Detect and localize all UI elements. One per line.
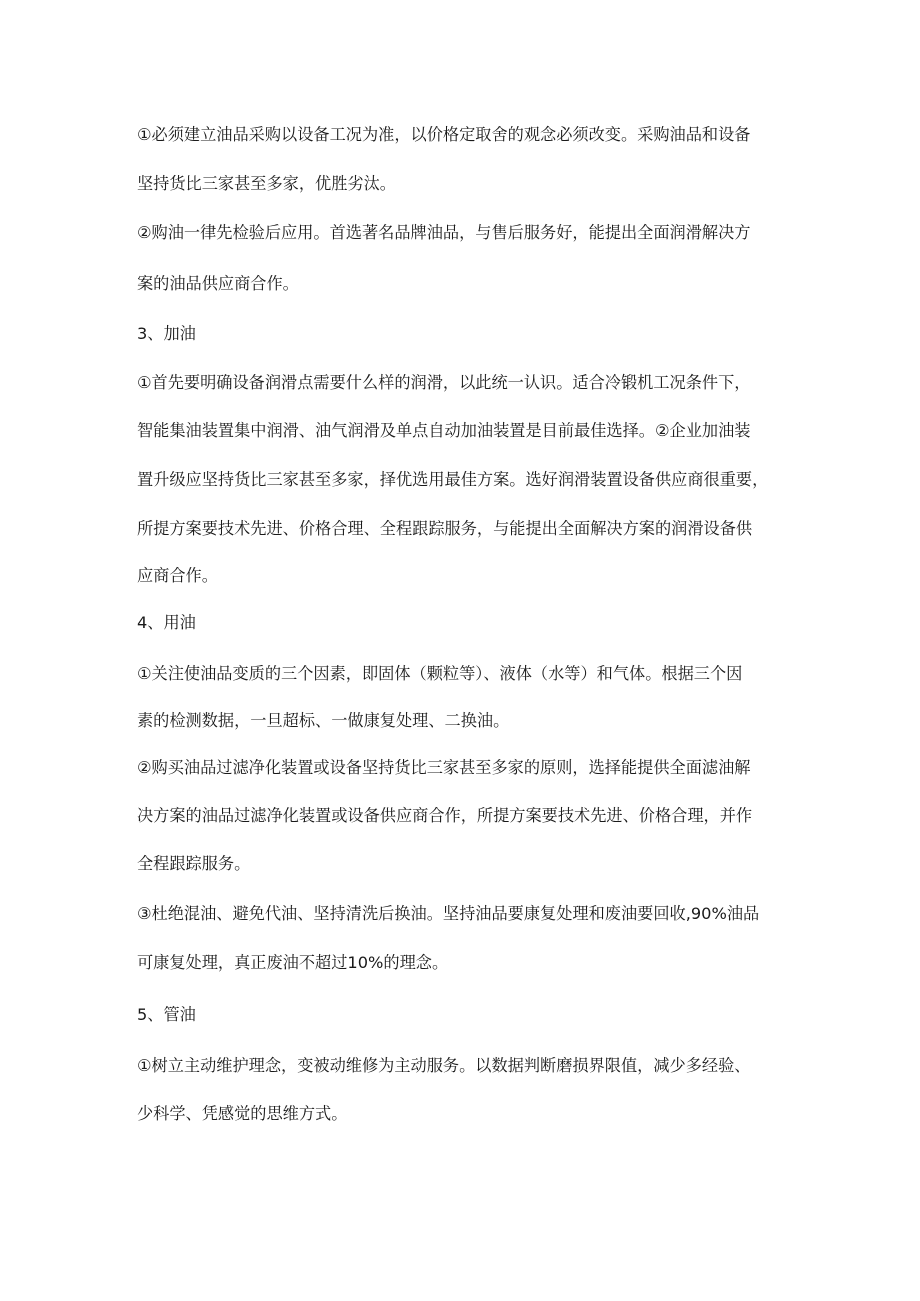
paragraph-line: 案的油品供应商合作。: [137, 274, 299, 293]
paragraph-line: 应商合作。: [137, 566, 218, 585]
paragraph-line: 决方案的油品过滤净化装置或设备供应商合作，所提方案要技术先进、价格合理，并作: [137, 806, 753, 825]
paragraph-line: 全程跟踪服务。: [137, 854, 251, 873]
section-heading-manage-oil: 5、管油: [137, 1005, 196, 1024]
paragraph-line: 智能集油装置集中润滑、油气润滑及单点自动加油装置是目前最佳选择。②企业加油装: [137, 421, 751, 440]
paragraph-line: ①首先要明确设备润滑点需要什么样的润滑，以此统一认识。适合冷锻机工况条件下，: [137, 373, 751, 392]
paragraph-line: 可康复处理，真正废油不超过10%的理念。: [137, 953, 449, 972]
paragraph-line: ①关注使油品变质的三个因素，即固体（颗粒等）、液体（水等）和气体。根据三个因: [137, 664, 743, 683]
paragraph-line: ③杜绝混油、避免代油、坚持清洗后换油。坚持油品要康复处理和废油要回收,90%油品: [137, 904, 760, 923]
section-heading-use-oil: 4、用油: [137, 613, 196, 632]
paragraph-line: ②购买油品过滤净化装置或设备坚持货比三家甚至多家的原则，选择能提供全面滤油解: [137, 758, 751, 777]
paragraph-line: 素的检测数据，一旦超标、一做康复处理、二换油。: [137, 711, 510, 730]
paragraph-line: ②购油一律先检验后应用。首选著名品牌油品，与售后服务好，能提出全面润滑解决方: [137, 223, 751, 242]
paragraph-line: 坚持货比三家甚至多家，优胜劣汰。: [137, 174, 396, 193]
paragraph-line: 所提方案要技术先进、价格合理、全程跟踪服务，与能提出全面解决方案的润滑设备供: [137, 519, 753, 538]
paragraph-line: 置升级应坚持货比三家甚至多家，择优选用最佳方案。选好润滑装置设备供应商很重要，: [137, 470, 769, 489]
paragraph-line: 少科学、凭感觉的思维方式。: [137, 1104, 348, 1123]
paragraph-line: ①必须建立油品采购以设备工况为准，以价格定取舍的观念必须改变。采购油品和设备: [137, 125, 751, 144]
section-heading-add-oil: 3、加油: [137, 324, 196, 343]
paragraph-line: ①树立主动维护理念，变被动维修为主动服务。以数据判断磨损界限值，减少多经验、: [137, 1056, 751, 1075]
